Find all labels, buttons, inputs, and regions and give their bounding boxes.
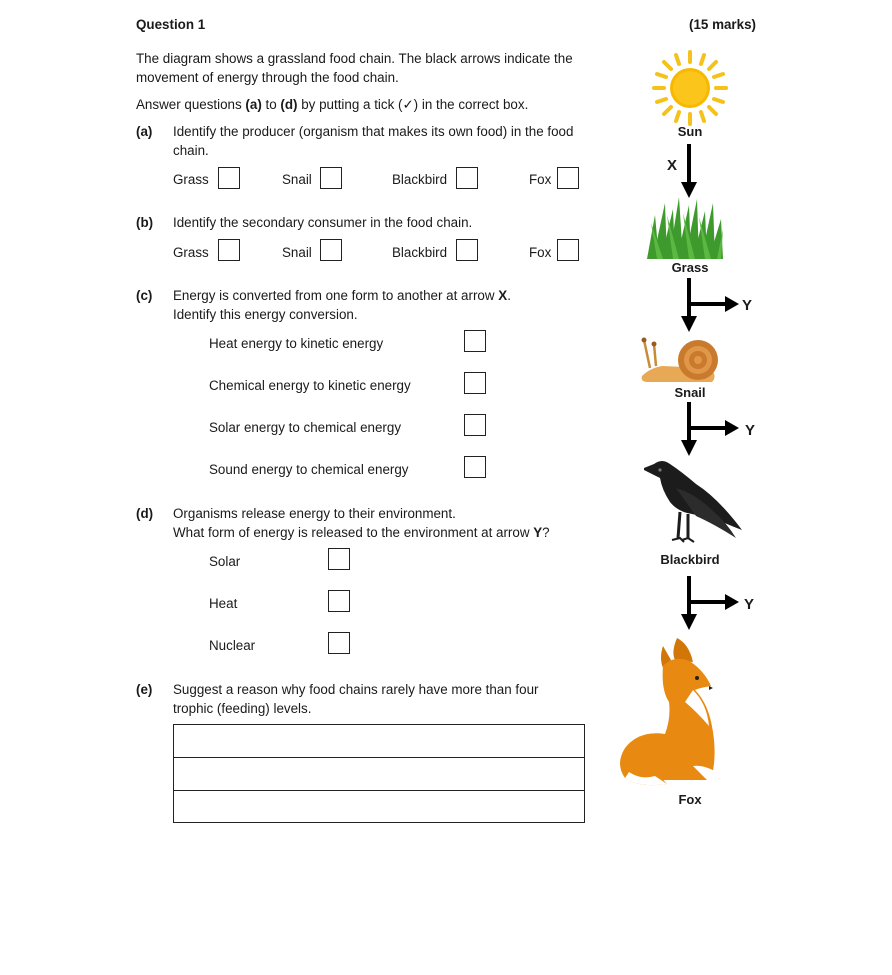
part-c-line-1 bbox=[173, 288, 511, 303]
part-d-line-2-post: ? bbox=[542, 525, 550, 540]
part-c-letter: (c) bbox=[136, 288, 153, 303]
part-e-letter: (e) bbox=[136, 682, 153, 697]
part-a-blackbird-checkbox[interactable] bbox=[456, 167, 478, 189]
part-a-letter: (a) bbox=[136, 124, 153, 139]
arrow-y3-icon bbox=[679, 576, 739, 632]
instruction-post: by putting a tick (✓) in the correct box. bbox=[297, 97, 529, 112]
part-a-grass-checkbox[interactable] bbox=[218, 167, 240, 189]
part-c-line-2: Identify this energy conversion. bbox=[173, 307, 358, 322]
arrow-y2-icon bbox=[679, 402, 739, 458]
part-a-snail-checkbox[interactable] bbox=[320, 167, 342, 189]
part-c-option-1-checkbox[interactable] bbox=[464, 330, 486, 352]
grass-icon bbox=[645, 195, 725, 259]
arrow-x-label: X bbox=[667, 157, 678, 174]
part-a-option-snail: Snail bbox=[282, 172, 312, 187]
part-d-arrow-y: Y bbox=[533, 525, 543, 540]
part-b-option-blackbird: Blackbird bbox=[392, 245, 448, 260]
arrow-y3-label: Y bbox=[744, 596, 755, 613]
part-d-option-solar: Solar bbox=[209, 554, 241, 569]
part-d-option-heat: Heat bbox=[209, 596, 238, 611]
fox-icon bbox=[615, 638, 735, 788]
part-d-line-1: Organisms release energy to their environment. bbox=[173, 506, 456, 521]
part-c-option-3-checkbox[interactable] bbox=[464, 414, 486, 436]
instruction-a: (a) bbox=[245, 97, 262, 112]
sun-label: Sun bbox=[677, 124, 703, 139]
arrow-y1-label: Y bbox=[742, 297, 753, 314]
instruction-d: (d) bbox=[280, 97, 298, 112]
part-a-option-blackbird: Blackbird bbox=[392, 172, 448, 187]
part-a-line-2: chain. bbox=[173, 143, 209, 158]
part-d-letter: (d) bbox=[136, 506, 154, 521]
answer-line-2 bbox=[174, 790, 584, 791]
marks-label: (15 marks) bbox=[689, 17, 756, 32]
part-c-option-2-checkbox[interactable] bbox=[464, 372, 486, 394]
part-b-snail-checkbox[interactable] bbox=[320, 239, 342, 261]
part-b-blackbird-checkbox[interactable] bbox=[456, 239, 478, 261]
part-a-option-grass: Grass bbox=[173, 172, 209, 187]
blackbird-label: Blackbird bbox=[660, 552, 720, 567]
part-d-nuclear-checkbox[interactable] bbox=[328, 632, 350, 654]
arrow-y1-icon bbox=[679, 278, 739, 334]
part-c-option-1: Heat energy to kinetic energy bbox=[209, 336, 384, 351]
part-b-option-fox: Fox bbox=[529, 245, 552, 260]
part-c-option-4: Sound energy to chemical energy bbox=[209, 462, 409, 477]
part-b-option-grass: Grass bbox=[173, 245, 209, 260]
intro-line-1: The diagram shows a grassland food chain. The black arrows indicate the bbox=[136, 51, 573, 66]
part-d-solar-checkbox[interactable] bbox=[328, 548, 350, 570]
intro-line-2: movement of energy through the food chain. bbox=[136, 70, 399, 85]
part-b-fox-checkbox[interactable] bbox=[557, 239, 579, 261]
part-d-option-nuclear: Nuclear bbox=[209, 638, 256, 653]
snail-label: Snail bbox=[674, 385, 706, 400]
part-c-option-3: Solar energy to chemical energy bbox=[209, 420, 402, 435]
part-d-heat-checkbox[interactable] bbox=[328, 590, 350, 612]
part-c-option-2: Chemical energy to kinetic energy bbox=[209, 378, 411, 393]
grass-label: Grass bbox=[671, 260, 709, 275]
part-d-line-2 bbox=[173, 525, 550, 540]
snail-icon bbox=[640, 336, 722, 384]
blackbird-icon bbox=[640, 458, 744, 546]
part-c-line-1-post: . bbox=[507, 288, 511, 303]
part-c-line-1-pre: Energy is converted from one form to another at arrow bbox=[173, 288, 499, 303]
instruction bbox=[136, 97, 528, 113]
instruction-to: to bbox=[261, 97, 281, 112]
part-b-line-1: Identify the secondary consumer in the food chain. bbox=[173, 215, 473, 230]
instruction-pre: Answer questions bbox=[136, 97, 246, 112]
question-title: Question 1 bbox=[136, 17, 206, 32]
part-b-letter: (b) bbox=[136, 215, 154, 230]
part-c-option-4-checkbox[interactable] bbox=[464, 456, 486, 478]
part-a-line-1: Identify the producer (organism that makes its own food) in the food bbox=[173, 124, 574, 139]
part-b-grass-checkbox[interactable] bbox=[218, 239, 240, 261]
part-d-line-2-pre: What form of energy is released to the environment at arrow bbox=[173, 525, 534, 540]
arrow-y2-label: Y bbox=[745, 422, 756, 439]
fox-label: Fox bbox=[678, 792, 702, 807]
part-e-line-2: trophic (feeding) levels. bbox=[173, 701, 312, 716]
arrow-x-icon bbox=[679, 144, 699, 200]
part-a-fox-checkbox[interactable] bbox=[557, 167, 579, 189]
answer-box[interactable] bbox=[173, 724, 585, 823]
part-a-option-fox: Fox bbox=[529, 172, 552, 187]
sun-icon bbox=[650, 48, 730, 128]
part-b-option-snail: Snail bbox=[282, 245, 312, 260]
part-e-line-1: Suggest a reason why food chains rarely have more than four bbox=[173, 682, 539, 697]
part-c-arrow-x: X bbox=[498, 288, 508, 303]
answer-line-1 bbox=[174, 757, 584, 758]
